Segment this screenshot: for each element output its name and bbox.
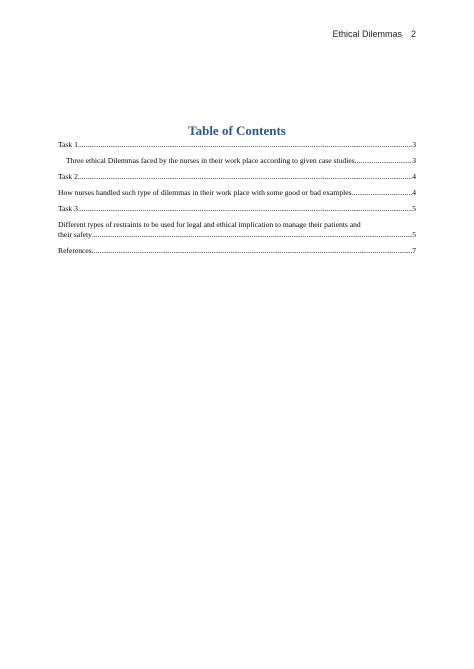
toc-entry-references[interactable] xyxy=(58,246,416,256)
toc-entry-task-3[interactable] xyxy=(58,204,416,214)
toc-entry-nurses-handled[interactable] xyxy=(58,188,416,198)
toc-entry-label: Task 2 xyxy=(58,172,78,181)
toc-entry-label: References xyxy=(58,246,92,255)
running-title: Ethical Dilemmas xyxy=(332,29,402,39)
toc-leader-dots xyxy=(92,230,412,240)
toc-entry-page: 3 xyxy=(412,156,416,165)
toc-entry-page: 5 xyxy=(412,230,416,239)
toc-entry-page: 4 xyxy=(412,172,416,181)
toc-entry-restraints[interactable] xyxy=(58,220,416,240)
toc-leader-dots xyxy=(78,140,412,150)
toc-entry-label: How nurses handled such type of dilemmas in their work place with some good or bad examples xyxy=(58,188,352,197)
toc-leader-dots xyxy=(78,204,412,214)
toc-entry-label-line1: Different types of restraints to be used for legal and ethical implication to manage their patients and xyxy=(58,220,361,229)
toc-leader-dots xyxy=(78,172,412,182)
toc-entry-task-2[interactable] xyxy=(58,172,416,182)
toc-entry-page: 5 xyxy=(412,204,416,213)
toc-leader-dots xyxy=(355,156,413,166)
toc-entry-label: Task 3 xyxy=(58,204,78,213)
toc-entry-page: 7 xyxy=(412,246,416,255)
toc-entry-label: Three ethical Dilemmas faced by the nurses in their work place according to given case studies xyxy=(66,156,355,165)
toc-entry-task-1[interactable] xyxy=(58,140,416,150)
page-header xyxy=(332,29,416,39)
toc-entry-page: 4 xyxy=(412,188,416,197)
toc-leader-dots xyxy=(352,188,413,198)
header-page-number: 2 xyxy=(410,29,416,39)
toc-entry-line2 xyxy=(58,230,416,240)
toc-entry-label-line2: their safety xyxy=(58,230,92,239)
toc-entry-page: 3 xyxy=(412,140,416,149)
table-of-contents xyxy=(58,140,416,262)
toc-entry-ethical-dilemmas[interactable] xyxy=(58,156,416,166)
toc-title: Table of Contents xyxy=(188,123,286,138)
toc-leader-dots xyxy=(92,246,412,256)
toc-entry-label: Task 1 xyxy=(58,140,78,149)
